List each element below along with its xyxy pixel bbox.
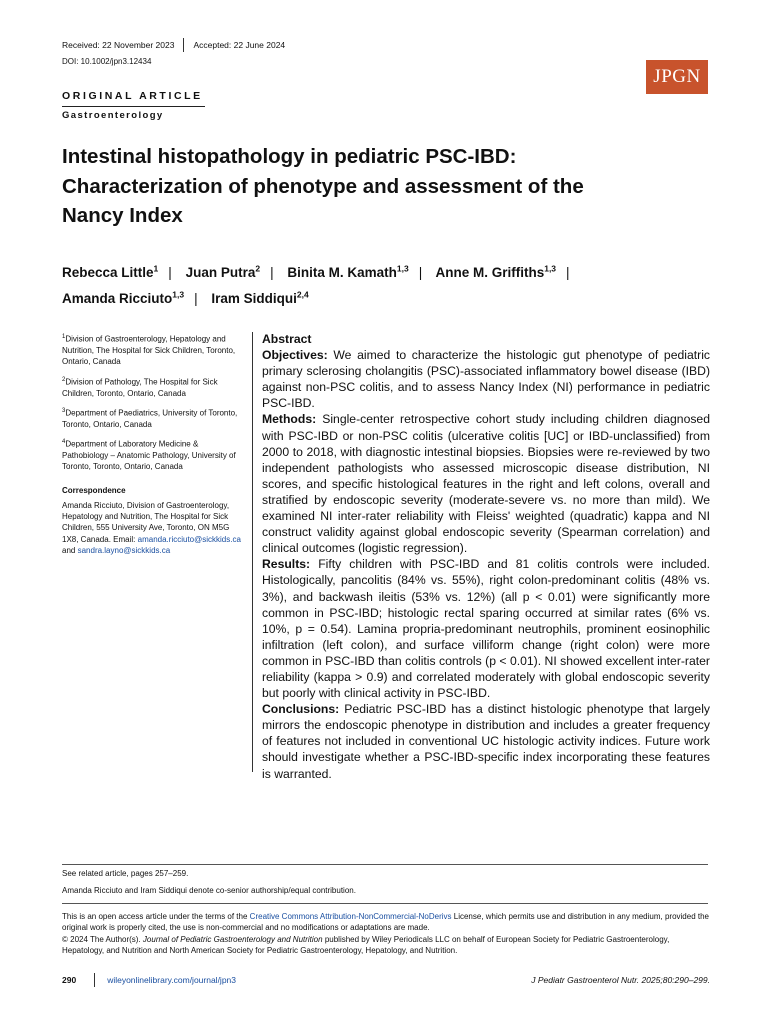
- abstract: [262, 331, 710, 782]
- column-divider: [252, 332, 253, 772]
- equal-contribution-note: Amanda Ricciuto and Iram Siddiqui denote co-senior authorship/equal contribution.: [62, 886, 356, 895]
- divider: [62, 903, 708, 904]
- abstract-results: Results: Fifty children with PSC-IBD and 81 colitis controls were included. Histologically, pancolitis (84% vs. 55%), right colon-predominant colitis (48% vs. 3%), and backwash ileitis (53% vs. 12%) (all p < 0.01) were significantly more common in PSC-IBD; histologic rectal sparing occurred at similar rates (6% vs. 10%, p = 0.54). Lamina propria-predominant neutrophils, prominent eosinophilic infiltration (left colon), and surface villiform change (right colon) were more common in PSC-IBD than colitis controls (p < 0.01). NI showed excellent inter-rater reliability (kappa > 0.9) and correlated moderately with global endoscopic severity but poorly with clinical activity in PSC-IBD.: [262, 557, 710, 701]
- affiliations: [62, 332, 244, 556]
- affiliation: $^1$Division of Gastroenterology, Hepatology and Nutrition, The Hospital for Sick Children, Toronto, Ontario, Canada: [62, 334, 236, 367]
- affiliation: $^2$Division of Pathology, The Hospital for Sick Children, Toronto, Ontario, Canada: [62, 376, 218, 398]
- author-list: Rebecca Little$^1$ | Juan Putra$^2$ | Binita M. Kamath$^{1,3}$ | Anne M. Griffiths$^{1,3}$ | Amanda Ricciuto$^{1,3}$ | Iram Siddiqui$^{2,4}$: [62, 263, 570, 306]
- submission-dates: [62, 38, 285, 52]
- related-article-note: See related article, pages 257–259.: [62, 869, 189, 878]
- article-title: Intestinal histopathology in pediatric PSC-IBD: Characterization of phenotype and assessment of the Nancy Index: [62, 145, 584, 227]
- divider: [62, 106, 205, 107]
- journal-url-link[interactable]: wileyonlinelibrary.com/journal/jpn3: [107, 975, 237, 985]
- author[interactable]: Anne M. Griffiths$^{1,3}$: [435, 263, 557, 280]
- accepted-date: Accepted: 22 June 2024: [193, 40, 286, 50]
- license-link[interactable]: Creative Commons Attribution-NonCommercial-NoDerivs: [249, 912, 452, 921]
- author[interactable]: Amanda Ricciuto$^{1,3}$: [62, 289, 185, 306]
- author[interactable]: Iram Siddiqui$^{2,4}$: [211, 289, 309, 306]
- copyright: © 2024 The Author(s). Journal of Pediatric Gastroenterology and Nutrition published by Wiley Periodicals LLC on behalf of European Society for Pediatric Gastroenterology, Hepatology, and Nutrition and North American Society for Pediatric Gastroenterology, Hepatology, and Nutrition.: [62, 934, 670, 955]
- correspondence-heading: Correspondence: [62, 485, 126, 495]
- received-date: Received: 22 November 2023: [62, 40, 175, 50]
- journal-logo: JPGN: [646, 60, 708, 94]
- abstract-objectives: Objectives: We aimed to characterize the histologic gut phenotype of pediatric primary sclerosing cholangitis (PSC)-associated inflammatory bowel disease (IBD) against non-PSC colitis, and to assess Nancy Index (NI) performance in pediatric PSC-IBD.: [262, 348, 710, 411]
- abstract-conclusions: Conclusions: Pediatric PSC-IBD has a distinct histologic phenotype that largely mirrors the endoscopic phenotype in distribution and includes a greater frequency of features not included in conventional UC histologic activity indices. Future work should investigate whether a PSC-IBD-specific index incorporating these features is warranted.: [262, 702, 711, 781]
- affiliation: $^4$Department of Laboratory Medicine & Pathobiology – Anatomic Pathology, University of Toronto, Toronto, Ontario, Canada: [62, 439, 236, 472]
- article-section: Gastroenterology: [62, 110, 164, 121]
- author[interactable]: Binita M. Kamath$^{1,3}$: [287, 263, 409, 280]
- divider: [62, 864, 708, 865]
- abstract-methods: Methods: Single-center retrospective cohort study including children diagnosed with PSC-IBD or non-PSC colitis (ulcerative colitis [UC] or IBD-unclassified) from 2000 to 2018, with diagnostic intestinal biopsies. Biopsies were re-reviewed by two independent pathologists who assessed microscopic disease distribution, NI scores, and specific histological features in the right and left colons, overall and stratified by endoscopic severity (moderate-severe vs. no more than mild). We examined NI inter-rater reliability with Fleiss' weighted (quadratic) kappa and NI construct validity against global endoscopic severity (Spearman correlation) and clinical outcomes (logistic regression).: [262, 412, 710, 556]
- divider: [183, 38, 184, 52]
- article-type: ORIGINAL ARTICLE: [62, 90, 203, 102]
- author[interactable]: Juan Putra$^2$: [185, 263, 261, 280]
- email-link[interactable]: sandra.layno@sickkids.ca: [77, 546, 171, 556]
- author[interactable]: Rebecca Little$^1$: [62, 263, 159, 280]
- correspondence: Amanda Ricciuto, Division of Gastroenterology, Hepatology and Nutrition, The Hospital for Sick Children, 555 University Ave, Toronto, ON M5G 1X8, Canada. Email: amanda.ricciuto@sickkids.ca and sandra.layno@sickkids.ca: [62, 500, 241, 556]
- affiliation: $^3$Department of Paediatrics, University of Toronto, Toronto, Ontario, Canada: [62, 407, 238, 429]
- email-link[interactable]: amanda.ricciuto@sickkids.ca: [137, 534, 241, 544]
- doi: DOI: 10.1002/jpn3.12434: [62, 57, 152, 66]
- license-statement: This is an open access article under the terms of the Creative Commons Attribution-NonCommercial-NoDerivs License, which permits use and distribution in any medium, provided the original work is properly cited, the use is non-commercial and no modifications or adaptations are made. © 2024 The Author(s). Journal of Pediatric Gastroenterology and Nutrition published by Wiley Periodicals LLC on behalf of European Society for Pediatric Gastroenterology, Hepatology, and Nutrition and North American Society for Pediatric Gastroenterology, Hepatology, and Nutrition.: [62, 912, 709, 955]
- journal-citation: J Pediatr Gastroenterol Nutr. 2025;80:290–299.: [531, 975, 710, 985]
- abstract-heading: Abstract: [262, 332, 312, 346]
- page-footer: [62, 973, 710, 987]
- page-number: 290: [62, 975, 77, 985]
- divider: [94, 973, 95, 987]
